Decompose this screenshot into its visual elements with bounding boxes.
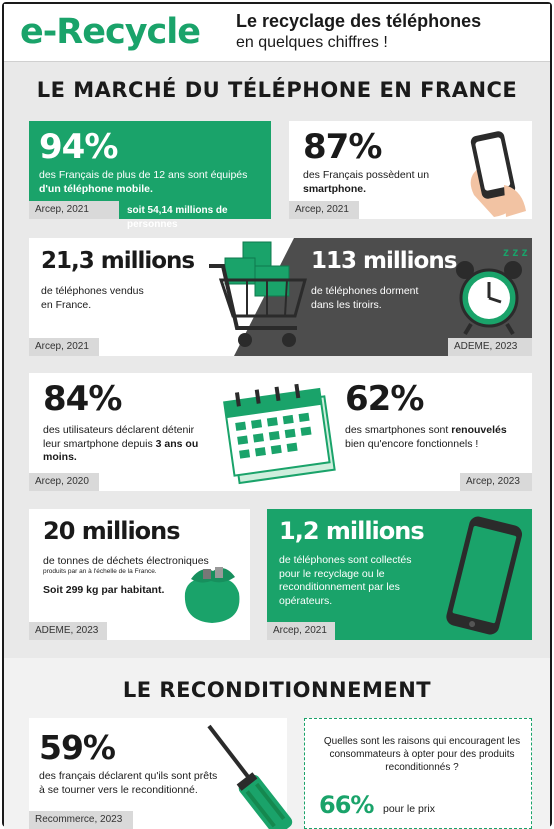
reasons-question: Quelles sont les raisons qui encouragent les consommateurs à opter pour des produits reconditionnés ? <box>323 736 521 773</box>
stat-card-collected <box>267 509 532 640</box>
smartphone-icon <box>437 513 527 639</box>
source-label: ADEME, 2023 <box>29 622 107 640</box>
stat-note: Soit 299 kg par habitant. <box>43 584 165 596</box>
stat-text: des Français possèdent un smartphone. <box>303 169 430 195</box>
page-subtitle: en quelques chiffres ! <box>236 34 388 51</box>
source-label: Arcep, 2021 <box>289 201 359 219</box>
source-label: Arcep, 2023 <box>460 473 532 491</box>
source-label: Arcep, 2020 <box>29 473 99 491</box>
source-label: ADEME, 2023 <box>448 338 532 356</box>
stat-value: 20 millions <box>43 517 180 545</box>
shopping-cart-icon <box>207 238 317 356</box>
page-title: Le recyclage des téléphones <box>236 11 482 31</box>
source-label: Arcep, 2021 <box>29 338 99 356</box>
waste-bag-icon <box>177 563 247 625</box>
stat-text: de téléphones sont collectés pour le recyclage ou le reconditionnement par les opérateurs. <box>279 554 412 607</box>
stat-card-94 <box>29 121 271 230</box>
stat-value: 84% <box>43 379 122 419</box>
hand-phone-icon <box>454 125 532 217</box>
stat-value: 21,3 millions <box>41 248 195 274</box>
stat-value: 113 millions <box>311 248 457 274</box>
sleep-zzz: z z z <box>503 245 528 259</box>
reasons-card <box>304 718 532 829</box>
stat-text: des smartphones sont renouvelés bien qu'encore fonctionnels ! <box>345 424 507 450</box>
stat-note: soit 54,14 millions de personnes <box>127 205 228 230</box>
stat-card-sold-drawers <box>29 238 532 356</box>
reason-label: pour le prix <box>383 803 435 815</box>
stat-card-waste <box>29 509 250 640</box>
source-label: Recommerce, 2023 <box>29 811 133 829</box>
stat-value: 1,2 millions <box>279 517 424 545</box>
stat-text: de téléphones vendus en France. <box>41 285 144 311</box>
screwdriver-icon <box>205 722 287 829</box>
stat-text: de tonnes de déchets électroniques <box>43 555 209 567</box>
section-title-reconditioning: LE RECONDITIONNEMENT <box>122 678 432 702</box>
stat-value: 59% <box>39 728 115 767</box>
stat-text: des français déclarent qu'ils sont prêts à se tourner vers le reconditionné. <box>39 770 218 796</box>
source-label: Arcep, 2021 <box>267 622 335 640</box>
reason-value: 66% <box>319 791 374 819</box>
stat-card-59 <box>29 718 287 829</box>
stat-text: de téléphones dorment dans les tiroirs. <box>311 285 419 311</box>
stat-card-87 <box>289 121 532 219</box>
stat-text-small: produits par an à l'échelle de la France. <box>43 568 157 575</box>
stat-value: 94% <box>39 127 118 167</box>
calendar-icon <box>219 383 339 485</box>
infographic <box>2 2 552 827</box>
stat-value: 87% <box>303 127 382 167</box>
header <box>4 4 550 62</box>
stat-card-84-62 <box>29 373 532 491</box>
stat-text: des Français de plus de 12 ans sont équipés d'un téléphone mobile. <box>39 169 248 195</box>
source-label: Arcep, 2021 <box>29 201 119 219</box>
section-title-market: LE MARCHÉ DU TÉLÉPHONE EN FRANCE <box>36 78 518 102</box>
stat-value: 62% <box>345 379 424 419</box>
logo: e-Recycle <box>20 12 200 52</box>
stat-text: des utilisateurs déclarent détenir leur smartphone depuis 3 ans ou moins. <box>43 424 199 463</box>
